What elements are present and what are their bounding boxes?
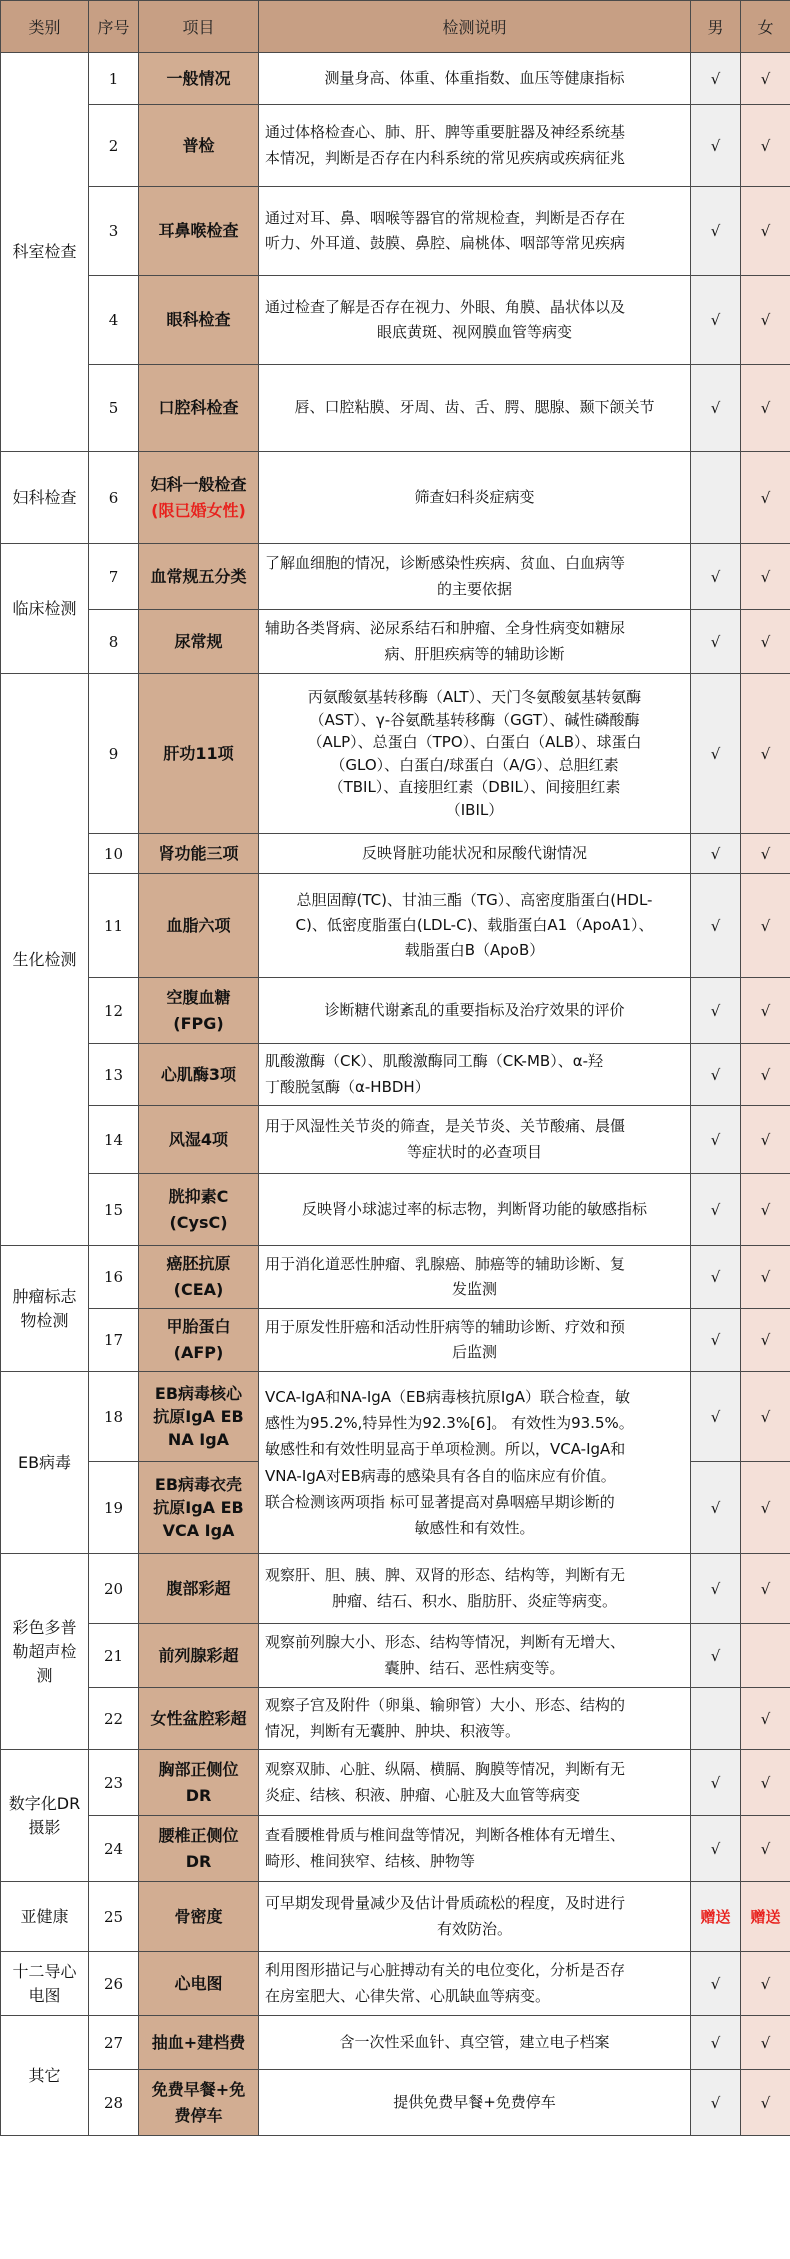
table-row (1, 452, 790, 544)
desc-line: 反映肾小球滤过率的标志物，判断肾功能的敏感指标 (301, 1199, 647, 1218)
item-line: 癌胚抗原 (166, 1254, 231, 1274)
male-check: √ (691, 834, 741, 874)
item-line: 眼科检查 (166, 310, 231, 330)
item-line: 费停车 (174, 2105, 223, 2125)
seq-cell: 25 (89, 1882, 139, 1952)
male-check (691, 1688, 741, 1750)
desc-cell (259, 1750, 691, 1816)
item-line: 肾功能三项 (158, 843, 239, 863)
item-line: DR (185, 1851, 212, 1871)
female-check: √ (741, 1246, 790, 1309)
category-line: 测 (36, 1665, 53, 1685)
male-check: √ (691, 1462, 741, 1554)
desc-line: 丙氨酸氨基转移酶（ALT）、天门冬氨酸氨基转氨酶 (307, 688, 642, 706)
table-row (1, 1309, 790, 1372)
desc-line: 反映肾脏功能状况和尿酸代谢情况 (361, 843, 587, 862)
seq-cell: 3 (89, 187, 139, 276)
item-line: VCA IgA (162, 1521, 235, 1541)
item-cell (139, 1106, 259, 1174)
category-cell (1, 1952, 89, 2016)
female-check: √ (741, 1554, 790, 1624)
item-cell (139, 1174, 259, 1246)
desc-line: 查看腰椎骨质与椎间盘等情况，判断各椎体有无增生、 (265, 1826, 626, 1845)
male-check: √ (691, 1372, 741, 1462)
desc-line: 的主要依据 (436, 579, 512, 598)
table-row (1, 978, 790, 1044)
male-check: √ (691, 1174, 741, 1246)
desc-line: 辅助各类肾病、泌尿系结石和肿瘤、全身性病变如糖尿 (265, 619, 626, 638)
male-check: √ (691, 187, 741, 276)
seq-cell: 16 (89, 1246, 139, 1309)
female-check: √ (741, 610, 790, 674)
item-cell (139, 1750, 259, 1816)
item-line: 免费早餐+免 (151, 2079, 246, 2099)
table-row (1, 1554, 790, 1624)
seq-cell: 28 (89, 2070, 139, 2136)
desc-cell (259, 187, 691, 276)
item-cell (139, 1044, 259, 1106)
male-check: √ (691, 1044, 741, 1106)
item-line: NA IgA (167, 1430, 230, 1450)
item-line: 胱抑素C (168, 1186, 229, 1206)
desc-cell (259, 834, 691, 874)
desc-line: 通过检查了解是否存在视力、外眼、角膜、晶状体以及 (265, 297, 626, 316)
item-cell (139, 365, 259, 452)
desc-line: C)、低密度脂蛋白(LDL-C)、载脂蛋白A1（ApoA1）、 (295, 915, 654, 934)
seq-cell: 8 (89, 610, 139, 674)
female-check: √ (741, 1174, 790, 1246)
table-row (1, 187, 790, 276)
item-cell (139, 452, 259, 544)
category-line: 十二导心 (12, 1961, 77, 1981)
desc-line: 可早期发现骨量减少及估计骨质疏松的程度，及时进行 (265, 1894, 626, 1913)
item-line: 抗原IgA EB (153, 1497, 244, 1517)
table-row (1, 544, 790, 610)
table-row (1, 874, 790, 978)
item-line: 前列腺彩超 (158, 1645, 239, 1665)
desc-line: 敏感性和有效性明显高于单项检测。所以，VCA-IgA和 (265, 1440, 626, 1459)
desc-line: 听力、外耳道、鼓膜、鼻腔、扁桃体、咽部等常见疾病 (265, 234, 626, 252)
seq-cell: 17 (89, 1309, 139, 1372)
seq-cell: 13 (89, 1044, 139, 1106)
desc-line: 含一次性采血针、真空管，建立电子档案 (339, 2032, 610, 2051)
table-row (1, 1882, 790, 1952)
desc-line: VNA-IgA对EB病毒的感染具有各自的临床应有价值。 (265, 1466, 616, 1485)
female-check: √ (741, 2016, 790, 2070)
item-cell (139, 187, 259, 276)
item-line: 血常规五分类 (150, 566, 247, 586)
item-line: (AFP) (173, 1343, 224, 1362)
item-line: 血脂六项 (166, 915, 231, 935)
item-line: 一般情况 (166, 68, 231, 88)
desc-line: 后监测 (451, 1343, 497, 1361)
female-check: √ (741, 1750, 790, 1816)
category-line: 彩色多普 (12, 1617, 77, 1637)
male-check: √ (691, 2016, 741, 2070)
item-line: EB病毒衣壳 (154, 1474, 243, 1494)
item-cell (139, 2016, 259, 2070)
desc-line: 测量身高、体重、体重指数、血压等健康指标 (324, 68, 625, 87)
item-cell (139, 834, 259, 874)
desc-line: 通过体格检查心、肺、肝、脾等重要脏器及神经系统基 (265, 123, 626, 142)
desc-line: 载脂蛋白B（ApoB） (404, 941, 545, 960)
seq-cell: 24 (89, 1816, 139, 1882)
desc-cell (259, 2016, 691, 2070)
female-check: √ (741, 978, 790, 1044)
female-check (741, 1624, 790, 1688)
female-check: √ (741, 674, 790, 834)
seq-cell: 14 (89, 1106, 139, 1174)
desc-cell (259, 1309, 691, 1372)
item-line: (CEA) (173, 1280, 224, 1299)
desc-cell (259, 544, 691, 610)
male-check: √ (691, 1816, 741, 1882)
desc-cell (259, 1174, 691, 1246)
seq-cell: 9 (89, 674, 139, 834)
female-check: √ (741, 1952, 790, 2016)
category-cell: 其它 (1, 2016, 89, 2136)
desc-line: 炎症、结核、积液、肿瘤、心脏及大血管等病变 (265, 1785, 581, 1804)
table-row (1, 2070, 790, 2136)
item-line: DR (185, 1785, 212, 1805)
item-cell (139, 1462, 259, 1554)
desc-line: 肿瘤、结石、积水、脂肪肝、炎症等病变。 (331, 1591, 617, 1610)
male-check: √ (691, 1554, 741, 1624)
desc-line: 肌酸激酶（CK）、肌酸激酶同工酶（CK-MB）、α-羟 (265, 1052, 603, 1071)
item-line: 抽血+建档费 (151, 2032, 246, 2052)
header-item: 项目 (139, 1, 259, 53)
category-line: 勒超声检 (12, 1641, 77, 1661)
table-row (1, 1174, 790, 1246)
desc-line: 用于消化道恶性肿瘤、乳腺癌、肺癌等的辅助诊断、复 (265, 1254, 626, 1273)
seq-cell: 27 (89, 2016, 139, 2070)
table-row (1, 1952, 790, 2016)
desc-line: 唇、口腔粘膜、牙周、齿、舌、腭、腮腺、颞下颌关节 (294, 398, 655, 417)
female-check: √ (741, 365, 790, 452)
table-row (1, 610, 790, 674)
table-row (1, 1372, 790, 1462)
desc-line: 提供免费早餐+免费停车 (393, 2092, 556, 2111)
item-cell (139, 610, 259, 674)
desc-cell (259, 452, 691, 544)
female-check: √ (741, 1044, 790, 1106)
desc-line: （IBIL） (445, 800, 504, 819)
desc-cell (259, 674, 691, 834)
item-cell (139, 1246, 259, 1309)
category-cell (1, 1554, 89, 1750)
table-row (1, 105, 790, 187)
desc-cell (259, 1044, 691, 1106)
desc-line: （TBIL）、直接胆红素（DBIL）、间接胆红素 (328, 778, 621, 796)
female-check: √ (741, 874, 790, 978)
header-row (1, 1, 790, 53)
item-line: 甲胎蛋白 (166, 1317, 231, 1337)
item-line: 空腹血糖 (166, 987, 231, 1007)
item-line: 普检 (182, 135, 215, 155)
item-line: 女性盆腔彩超 (150, 1708, 247, 1728)
desc-cell (259, 610, 691, 674)
seq-cell: 18 (89, 1372, 139, 1462)
desc-line: 利用图形描记与心脏搏动有关的电位变化，分析是否存 (265, 1961, 626, 1980)
item-cell (139, 1688, 259, 1750)
male-check: √ (691, 874, 741, 978)
desc-cell (259, 1624, 691, 1688)
category-cell: 亚健康 (1, 1882, 89, 1952)
female-check: √ (741, 53, 790, 105)
desc-line: 囊肿、结石、恶性病变等。 (384, 1658, 565, 1677)
female-check: √ (741, 1816, 790, 1882)
table-row (1, 53, 790, 105)
male-check: √ (691, 1106, 741, 1174)
desc-line: 在房室肥大、心律失常、心肌缺血等病变。 (265, 1986, 551, 2005)
male-check: √ (691, 544, 741, 610)
table-row (1, 1044, 790, 1106)
item-line: 骨密度 (174, 1906, 223, 1926)
category-line: 物检测 (20, 1310, 69, 1330)
item-cell (139, 874, 259, 978)
table-row (1, 674, 790, 834)
female-check: √ (741, 834, 790, 874)
table-row (1, 1688, 790, 1750)
male-check: √ (691, 2070, 741, 2136)
item-line: 风湿4项 (168, 1129, 229, 1149)
table-row (1, 1750, 790, 1816)
desc-line: 本情况，判断是否存在内科系统的常见疾病或疾病征兆 (265, 148, 626, 167)
male-check: √ (691, 53, 741, 105)
desc-line: 等症状时的必查项目 (406, 1142, 542, 1161)
male-check: √ (691, 1309, 741, 1372)
desc-line: 发监测 (451, 1280, 497, 1298)
desc-line: 筛查妇科炎症病变 (414, 487, 535, 506)
item-line: 腰椎正侧位 (158, 1825, 239, 1845)
desc-line: 眼底黄斑、视网膜血管等病变 (376, 323, 572, 341)
desc-line: 用于风湿性关节炎的筛查，是关节炎、关节酸痛、晨僵 (265, 1117, 626, 1136)
desc-cell (259, 1554, 691, 1624)
item-cell (139, 1372, 259, 1462)
item-cell (139, 1554, 259, 1624)
item-line: 腹部彩超 (166, 1578, 231, 1598)
category-cell: 临床检测 (1, 544, 89, 674)
item-line: 胸部正侧位 (158, 1759, 239, 1779)
desc-line: 联合检测该两项指 标可显著提高对鼻咽癌早期诊断的 (265, 1492, 615, 1511)
desc-line: 观察肝、胆、胰、脾、双肾的形态、结构等，判断有无 (265, 1566, 626, 1585)
header-seq: 序号 (89, 1, 139, 53)
desc-line: 情况，判断有无囊肿、肿块、积液等。 (265, 1721, 521, 1740)
female-check: √ (741, 452, 790, 544)
item-cell (139, 544, 259, 610)
desc-cell (259, 105, 691, 187)
female-gift-badge (741, 1882, 790, 1952)
desc-cell (259, 874, 691, 978)
male-check: √ (691, 1750, 741, 1816)
male-check: √ (691, 105, 741, 187)
desc-line: VCA-IgA和NA-IgA（EB病毒核抗原IgA）联合检查，敏 (265, 1387, 631, 1406)
item-line: 耳鼻喉检查 (158, 221, 239, 241)
desc-line: （ALP）、总蛋白（TPO）、白蛋白（ALB）、球蛋白 (307, 733, 642, 751)
female-check: √ (741, 187, 790, 276)
desc-cell (259, 53, 691, 105)
female-check: √ (741, 2070, 790, 2136)
male-check: √ (691, 978, 741, 1044)
header-female: 女 (741, 1, 790, 53)
female-check: √ (741, 276, 790, 365)
table-row (1, 276, 790, 365)
desc-line: 用于原发性肝癌和活动性肝病等的辅助诊断、疗效和预 (265, 1317, 626, 1336)
item-note: (限已婚女性) (151, 500, 246, 520)
table-row (1, 365, 790, 452)
desc-cell (259, 1816, 691, 1882)
male-check: √ (691, 276, 741, 365)
header-desc: 检测说明 (259, 1, 691, 53)
male-check: √ (691, 1952, 741, 2016)
male-gift-badge (691, 1882, 741, 1952)
female-check: √ (741, 544, 790, 610)
item-line: (CysC) (169, 1212, 228, 1232)
item-cell (139, 2070, 259, 2136)
item-line: 肝功11项 (163, 743, 234, 763)
desc-line: 丁酸脱氢酶（α-HBDH） (265, 1077, 430, 1096)
desc-line: 感性为95.2%,特异性为92.3%[6]。 有效性为93.5%。 (265, 1414, 634, 1432)
desc-line: 病、肝胆疾病等的辅助诊断 (384, 644, 565, 663)
desc-line: 有效防治。 (436, 1919, 512, 1938)
seq-cell: 26 (89, 1952, 139, 2016)
category-line: 摄影 (28, 1817, 61, 1837)
item-line: 心肌酶3项 (160, 1064, 237, 1084)
female-check: √ (741, 1462, 790, 1554)
item-line: 心电图 (174, 1973, 223, 1993)
desc-cell (259, 1882, 691, 1952)
female-check: √ (741, 1309, 790, 1372)
female-check: √ (741, 1106, 790, 1174)
desc-cell (259, 1952, 691, 2016)
category-cell: 生化检测 (1, 674, 89, 1246)
category-line: 数字化DR (8, 1793, 81, 1813)
seq-cell: 22 (89, 1688, 139, 1750)
desc-line: 了解血细胞的情况，诊断感染性疾病、贫血、白血病等 (265, 554, 626, 573)
category-line: 电图 (28, 1985, 61, 2005)
category-cell: EB病毒 (1, 1372, 89, 1554)
desc-line: 观察前列腺大小、形态、结构等情况，判断有无增大、 (265, 1633, 626, 1652)
item-cell (139, 1816, 259, 1882)
category-cell: 妇科检查 (1, 452, 89, 544)
seq-cell: 10 (89, 834, 139, 874)
item-line: EB病毒核心 (154, 1383, 243, 1403)
seq-cell: 20 (89, 1554, 139, 1624)
seq-cell: 15 (89, 1174, 139, 1246)
desc-line: 总胆固醇(TC)、甘油三酯（TG）、高密度脂蛋白(HDL- (296, 890, 653, 909)
desc-line: 观察子宫及附件（卵巢、输卵管）大小、形态、结构的 (265, 1696, 626, 1715)
male-check: √ (691, 1246, 741, 1309)
seq-cell: 23 (89, 1750, 139, 1816)
male-check: √ (691, 365, 741, 452)
male-check: √ (691, 1624, 741, 1688)
category-cell (1, 1750, 89, 1882)
male-check (691, 452, 741, 544)
seq-cell: 2 (89, 105, 139, 187)
category-cell: 科室检查 (1, 53, 89, 452)
desc-line: 观察双肺、心脏、纵隔、横膈、胸膜等情况，判断有无 (265, 1760, 626, 1779)
table-row (1, 1624, 790, 1688)
item-cell (139, 978, 259, 1044)
seq-cell: 6 (89, 452, 139, 544)
male-check: √ (691, 674, 741, 834)
desc-cell (259, 1372, 691, 1554)
desc-line: （GLO）、白蛋白/球蛋白（A/G）、总胆红素 (330, 755, 619, 774)
seq-cell: 7 (89, 544, 139, 610)
item-cell (139, 1882, 259, 1952)
male-check: √ (691, 610, 741, 674)
table-row (1, 834, 790, 874)
gift-label: 赠送 (700, 1908, 731, 1926)
header-male: 男 (691, 1, 741, 53)
item-cell (139, 53, 259, 105)
desc-line: 诊断糖代谢紊乱的重要指标及治疗效果的评价 (324, 1000, 625, 1019)
desc-cell (259, 1246, 691, 1309)
seq-cell: 1 (89, 53, 139, 105)
item-cell (139, 1309, 259, 1372)
table-row (1, 1246, 790, 1309)
female-check: √ (741, 1372, 790, 1462)
category-cell (1, 1246, 89, 1372)
desc-line: 敏感性和有效性。 (414, 1519, 535, 1537)
desc-cell (259, 365, 691, 452)
seq-cell: 5 (89, 365, 139, 452)
item-cell (139, 276, 259, 365)
table-row (1, 1816, 790, 1882)
desc-cell (259, 276, 691, 365)
item-cell (139, 1624, 259, 1688)
item-cell (139, 1952, 259, 2016)
table-row (1, 1106, 790, 1174)
header-category: 类别 (1, 1, 89, 53)
seq-cell: 11 (89, 874, 139, 978)
item-line: 抗原IgA EB (153, 1406, 244, 1426)
desc-cell (259, 1106, 691, 1174)
item-line: 尿常规 (174, 631, 223, 651)
seq-cell: 19 (89, 1462, 139, 1554)
item-line: (FPG) (173, 1013, 224, 1033)
desc-line: 通过对耳、鼻、咽喉等器官的常规检查，判断是否存在 (265, 208, 626, 227)
desc-line: 畸形、椎间狭窄、结核、肿物等 (265, 1851, 476, 1870)
item-cell (139, 105, 259, 187)
seq-cell: 21 (89, 1624, 139, 1688)
desc-cell (259, 2070, 691, 2136)
desc-cell (259, 978, 691, 1044)
desc-cell (259, 1688, 691, 1750)
item-line: 妇科一般检查 (150, 474, 247, 494)
desc-line: （AST）、γ-谷氨酰基转移酶（GGT）、碱性磷酸酶 (309, 710, 640, 729)
female-check: √ (741, 1688, 790, 1750)
item-cell (139, 674, 259, 834)
gift-label: 赠送 (750, 1908, 781, 1926)
female-check: √ (741, 105, 790, 187)
seq-cell: 4 (89, 276, 139, 365)
item-line: 口腔科检查 (158, 398, 239, 418)
category-line: 肿瘤标志 (12, 1286, 77, 1306)
table-row (1, 2016, 790, 2070)
seq-cell: 12 (89, 978, 139, 1044)
